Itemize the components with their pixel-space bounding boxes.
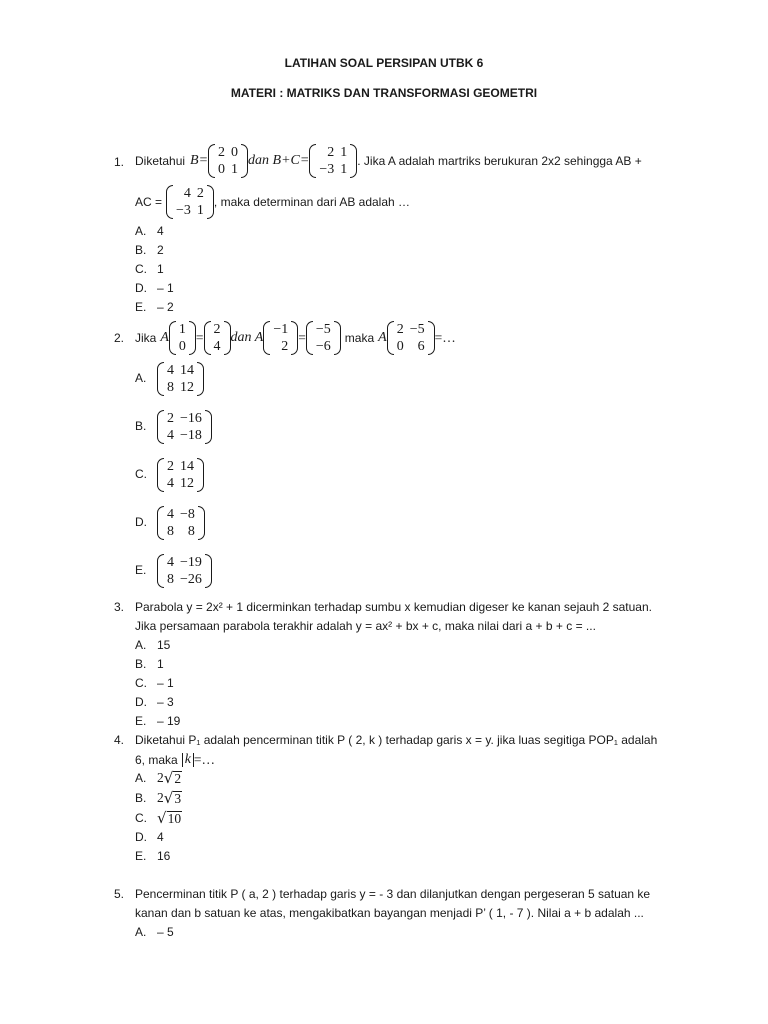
matrix-cell: 2	[196, 186, 204, 201]
matrix-cell: −5	[315, 322, 331, 337]
math-label: A	[160, 330, 169, 345]
matrix-cell: 1	[231, 162, 239, 177]
coefficient: 2	[157, 790, 164, 805]
matrix-b	[208, 144, 248, 178]
matrix-cell: 1	[178, 322, 186, 337]
matrix-cell: 6	[417, 339, 425, 354]
option-matrix	[157, 409, 212, 445]
question-text: 6, maka	[135, 753, 178, 767]
matrix-cell: 2	[167, 459, 174, 474]
question-number: 4.	[114, 733, 125, 747]
matrix-cell: 8	[187, 524, 195, 539]
option-value: 4	[157, 224, 164, 238]
option-value	[157, 769, 182, 787]
option-matrix	[157, 553, 212, 589]
question-number: 2.	[114, 331, 125, 345]
matrix	[157, 458, 204, 492]
question-2-line-1	[135, 320, 456, 356]
question-1-line-1	[135, 143, 642, 179]
option-label: E.	[135, 563, 147, 577]
option-matrix	[157, 505, 205, 541]
matrix-cell: 4	[167, 428, 174, 443]
question-text: maka	[344, 331, 375, 345]
matrix-cell: −18	[180, 428, 202, 443]
radicand: 2	[174, 770, 182, 786]
matrix-cell: 2	[218, 145, 226, 160]
question-text: . Jika A adalah martriks berukuran 2x2 sehingga AB +	[357, 154, 642, 168]
option-label: A.	[135, 771, 147, 785]
question-text: Diketahui	[135, 154, 186, 168]
page-subtitle: MATERI : MATRIKS DAN TRANSFORMASI GEOMETRI	[230, 86, 538, 100]
question-text: , maka determinan dari AB adalah …	[213, 195, 411, 209]
radical-icon: √	[163, 789, 174, 807]
coefficient: 2	[157, 770, 164, 785]
matrix-cell: 14	[180, 363, 194, 378]
absolute-value: k	[182, 753, 194, 767]
matrix-cell: 1	[340, 145, 348, 160]
option-value: 1	[157, 262, 164, 276]
option-label: C.	[135, 811, 147, 825]
radical-icon: √	[163, 769, 174, 787]
matrix	[387, 321, 435, 355]
question-text: Pencerminan titik P ( a, 2 ) terhadap garis y = - 3 dan dilanjutkan dengan pergeseran 5 satuan ke	[135, 887, 651, 901]
option-value	[157, 809, 182, 827]
matrix-cell: 0	[396, 339, 404, 354]
option-label: A.	[135, 371, 147, 385]
matrix-cell: 4	[167, 507, 174, 522]
option-label: B.	[135, 657, 147, 671]
question-text: kanan dan b satuan ke atas, mengakibatkan bayangan menjadi P’ ( 1, - 7 ). Nilai a + b adalah ...	[135, 906, 644, 920]
option-value: 4	[157, 830, 164, 844]
option-value: 2	[157, 243, 164, 257]
option-value: – 19	[157, 714, 181, 728]
matrix	[157, 410, 212, 444]
question-text: Parabola y = 2x² + 1 dicerminkan terhadap sumbu x kemudian digeser ke kanan sejauh 2 satuan.	[135, 600, 652, 614]
matrix	[157, 506, 205, 540]
question-number: 3.	[114, 600, 125, 614]
page-title: LATIHAN SOAL PERSIPAN UTBK 6	[284, 56, 484, 70]
matrix-cell: 0	[178, 339, 186, 354]
question-4-line-2	[135, 751, 215, 769]
option-label: B.	[135, 243, 147, 257]
option-value: 16	[157, 849, 171, 863]
option-label: E.	[135, 849, 147, 863]
matrix-cell: 2	[327, 145, 335, 160]
matrix-cell: −8	[180, 507, 195, 522]
matrix-b-plus-c	[309, 144, 357, 178]
matrix-cell: 4	[167, 363, 174, 378]
radical-icon: √	[157, 809, 167, 827]
matrix-cell: 1	[196, 203, 204, 218]
option-value: – 5	[157, 925, 174, 939]
option-label: D.	[135, 281, 147, 295]
question-1-line-2	[135, 184, 410, 220]
option-matrix	[157, 457, 204, 493]
matrix-cell: 1	[340, 162, 348, 177]
matrix-cell: −16	[180, 411, 202, 426]
option-label: D.	[135, 830, 147, 844]
option-label: B.	[135, 791, 147, 805]
question-text: Jika persamaan parabola terakhir adalah y = ax² + bx + c, maka nilai dari a + b + c = ...	[135, 619, 596, 633]
matrix-cell: 2	[167, 411, 174, 426]
matrix-cell: 12	[180, 476, 194, 491]
option-value: 1	[157, 657, 164, 671]
vector	[169, 321, 196, 355]
matrix	[157, 554, 212, 588]
question-text: Jika	[135, 331, 157, 345]
matrix-cell: 2	[213, 322, 221, 337]
question-number: 5.	[114, 887, 125, 901]
matrix-cell: −6	[315, 339, 331, 354]
vector	[306, 321, 341, 355]
math-label: =	[195, 330, 204, 345]
matrix-cell: 8	[167, 524, 174, 539]
option-label: C.	[135, 676, 147, 690]
math-label: =	[298, 330, 306, 345]
matrix-cell: 4	[183, 186, 191, 201]
matrix-cell: 4	[167, 555, 174, 570]
matrix-cell: 8	[167, 380, 174, 395]
option-label: B.	[135, 419, 147, 433]
option-value: – 3	[157, 695, 174, 709]
option-matrix	[157, 361, 204, 397]
option-value: – 2	[157, 300, 174, 314]
matrix-cell: −19	[180, 555, 202, 570]
matrix-cell: −1	[273, 322, 289, 337]
vector	[263, 321, 298, 355]
matrix-cell: 4	[167, 476, 174, 491]
option-label: E.	[135, 714, 147, 728]
question-number: 1.	[114, 155, 125, 169]
math-label: =…	[434, 330, 456, 345]
matrix-cell: 2	[281, 339, 289, 354]
matrix-cell: −5	[409, 322, 425, 337]
matrix-cell: −3	[176, 203, 191, 218]
matrix-cell: 8	[167, 572, 174, 587]
radicand: 3	[174, 790, 182, 806]
matrix-cell: −3	[319, 162, 335, 177]
math-label: dan A	[230, 330, 264, 345]
matrix-cell: 0	[231, 145, 239, 160]
matrix	[157, 362, 204, 396]
math-label: =…	[193, 752, 216, 767]
option-label: C.	[135, 467, 147, 481]
option-value: – 1	[157, 281, 174, 295]
option-value: – 1	[157, 676, 174, 690]
option-label: A.	[135, 638, 147, 652]
matrix-cell: 0	[218, 162, 226, 177]
matrix-cell: −26	[180, 572, 202, 587]
matrix-cell: 2	[396, 322, 404, 337]
vector	[204, 321, 231, 355]
option-label: A.	[135, 224, 147, 238]
option-label: C.	[135, 262, 147, 276]
question-text: AC =	[135, 195, 163, 209]
matrix-cell: 4	[213, 339, 221, 354]
math-label: A	[378, 330, 387, 345]
question-text: Diketahui P₁ adalah pencerminan titik P ( 2, k ) terhadap garis x = y. jika luas segitiga POP₁ adalah	[135, 733, 658, 747]
option-label: E.	[135, 300, 147, 314]
option-value	[157, 789, 182, 807]
math-label: B=	[190, 153, 209, 168]
matrix-cell: 12	[180, 380, 194, 395]
option-value: 15	[157, 638, 171, 652]
math-label: dan B+C=	[248, 153, 310, 168]
matrix-cell: 14	[180, 459, 194, 474]
radicand: 10	[167, 810, 182, 826]
option-label: D.	[135, 695, 147, 709]
option-label: D.	[135, 515, 147, 529]
option-label: A.	[135, 925, 147, 939]
matrix-ac	[166, 185, 214, 219]
